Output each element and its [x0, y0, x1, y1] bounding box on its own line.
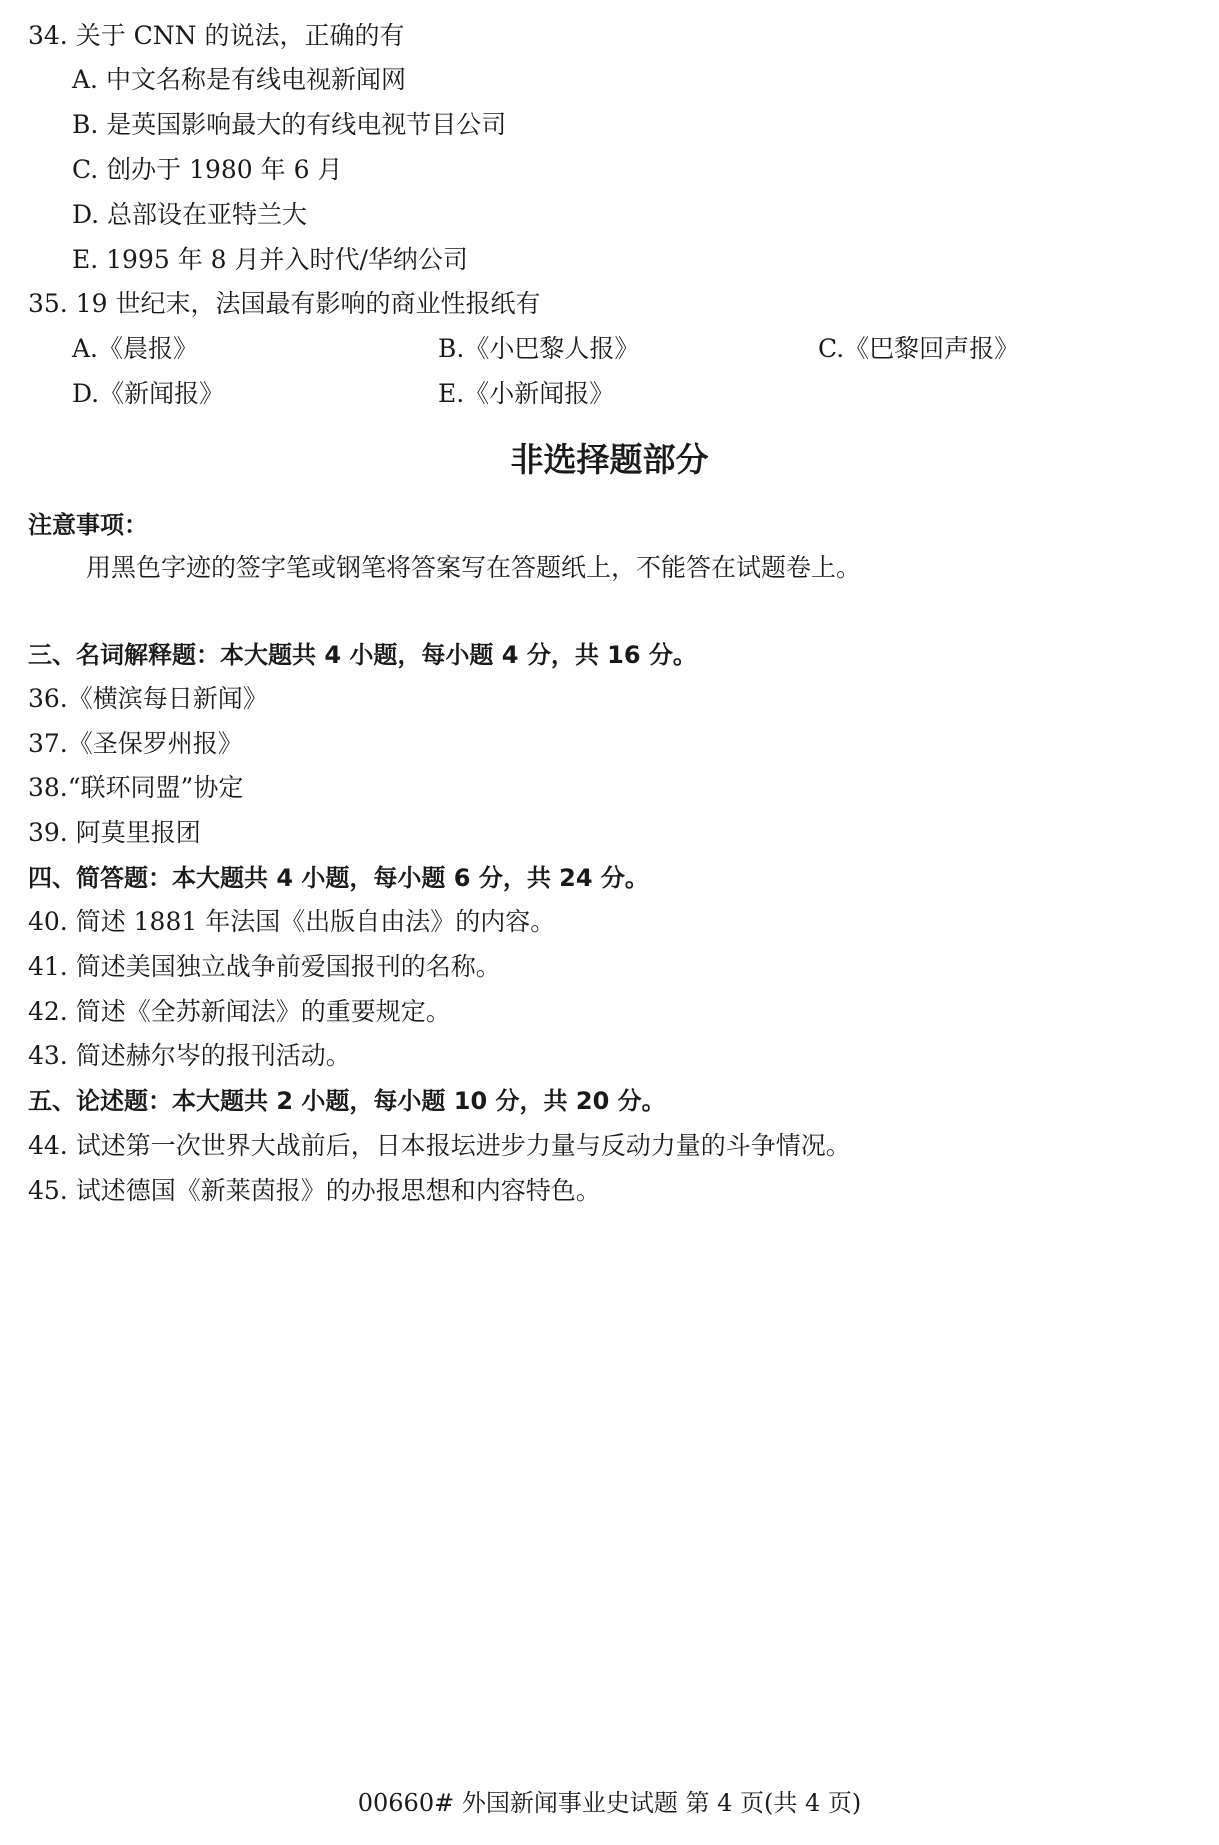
- q35-option-d: D.《新闻报》: [72, 379, 225, 408]
- question-38: 38.“联环同盟”协定: [28, 773, 244, 802]
- q35-option-a: A.《晨报》: [72, 334, 199, 363]
- question-34-stem: 34. 关于 CNN 的说法，正确的有: [28, 21, 405, 50]
- q34-option-b: B. 是英国影响最大的有线电视节目公司: [72, 110, 507, 139]
- question-36: 36.《横滨每日新闻》: [28, 684, 268, 713]
- section-4-title: 四、简答题：本大题共 4 小题，每小题 6 分，共 24 分。: [28, 864, 649, 892]
- question-43: 43. 简述赫尔岑的报刊活动。: [28, 1041, 351, 1070]
- question-39: 39. 阿莫里报团: [28, 818, 201, 847]
- q34-option-c: C. 创办于 1980 年 6 月: [72, 155, 343, 184]
- q34-option-e: E. 1995 年 8 月并入时代/华纳公司: [72, 245, 468, 274]
- q35-option-e: E.《小新闻报》: [438, 379, 615, 408]
- page-footer: 00660# 外国新闻事业史试题 第 4 页(共 4 页): [357, 1789, 862, 1817]
- question-42: 42. 简述《全苏新闻法》的重要规定。: [28, 997, 451, 1026]
- question-35-stem: 35. 19 世纪末，法国最有影响的商业性报纸有: [28, 289, 541, 318]
- notice-text: 用黑色字迹的签字笔或钢笔将答案写在答题纸上，不能答在试题卷上。: [86, 553, 862, 582]
- question-44: 44. 试述第一次世界大战前后，日本报坛进步力量与反动力量的斗争情况。: [28, 1131, 851, 1160]
- notice-label: 注意事项：: [28, 511, 148, 539]
- q34-option-d: D. 总部设在亚特兰大: [72, 200, 308, 229]
- section-5-title: 五、论述题：本大题共 2 小题，每小题 10 分，共 20 分。: [28, 1087, 666, 1115]
- section-3-title: 三、名词解释题：本大题共 4 小题，每小题 4 分，共 16 分。: [28, 641, 697, 669]
- q35-option-b: B.《小巴黎人报》: [438, 334, 640, 363]
- question-45: 45. 试述德国《新莱茵报》的办报思想和内容特色。: [28, 1176, 601, 1205]
- question-40: 40. 简述 1881 年法国《出版自由法》的内容。: [28, 907, 556, 936]
- question-37: 37.《圣保罗州报》: [28, 729, 243, 758]
- q35-option-c: C.《巴黎回声报》: [818, 334, 1020, 363]
- q34-option-a: A. 中文名称是有线电视新闻网: [72, 65, 406, 94]
- part-two-heading: 非选择题部分: [510, 440, 709, 479]
- question-41: 41. 简述美国独立战争前爱国报刊的名称。: [28, 952, 501, 981]
